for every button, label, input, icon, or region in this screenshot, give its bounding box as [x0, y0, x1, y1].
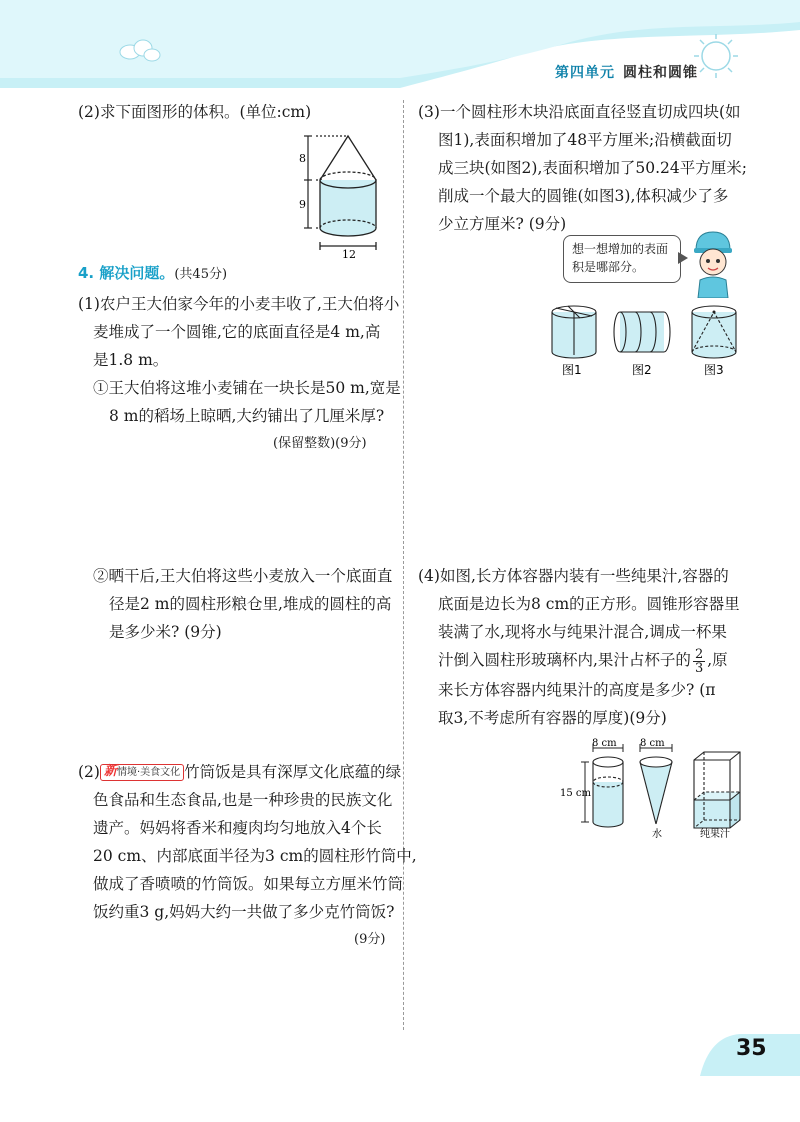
page-number: 35 [736, 1036, 767, 1061]
q4-containers-figure [560, 738, 750, 840]
section4-title: 4. 解决问题。 [78, 264, 175, 282]
water-label: 水 [652, 829, 662, 840]
q2-score: (9分) [354, 932, 386, 947]
q1-part1-line-1: ①王大伯将这堆小麦铺在一块长是50 m,宽是 [93, 379, 401, 397]
q1-part2-line-2: 径是2 m的圆柱形粮仓里,堆成的圆柱的高 [109, 595, 392, 613]
cylinder-glass [593, 757, 623, 827]
hint-line-2: 积是哪部分。 [572, 260, 645, 274]
figure-2-cylinder-sliced [614, 312, 670, 352]
q1-part1-score: (保留整数)(9分) [273, 436, 367, 451]
sun-icon [694, 34, 738, 78]
q4-line-2: 底面是边长为8 cm的正方形。圆锥形容器里 [438, 595, 740, 613]
figure-1-label: 图1 [562, 363, 582, 377]
q4-line-3: 装满了水,现将水与纯果汁混合,调成一杯果 [438, 623, 727, 641]
q4-line-4-pre: 汁倒入圆柱形玻璃杯内,果汁占杯子的 [438, 651, 691, 669]
cone-cylinder-figure [298, 128, 408, 260]
unit-title [555, 62, 698, 82]
scenario-tag: 新情境·美食文化 [100, 764, 184, 781]
q2-line-6: 饭约重3 g,妈妈大约一共做了多少克竹筒饭? [93, 903, 395, 921]
q3-line-5: 少立方厘米? (9分) [438, 215, 567, 233]
juice-label: 纯果汁 [700, 829, 730, 840]
q1-part2-line-1: ②晒干后,王大伯将这些小麦放入一个底面直 [93, 567, 393, 585]
q2-line-3: 遗产。妈妈将香米和瘦肉均匀地放入4个长 [93, 819, 382, 837]
hint-bubble [563, 235, 681, 283]
q3-line-4: 削成一个最大的圆锥(如图3),体积减少了多 [438, 187, 729, 205]
figure-3-label: 图3 [704, 363, 724, 377]
q4-line-1: (4)如图,长方体容器内装有一些纯果汁,容器的 [418, 567, 729, 585]
q2-line-2: 色食品和生态食品,也是一种珍贵的民族文化 [93, 791, 393, 809]
fraction-two-thirds: $\frac{2}{3}$ [694, 646, 704, 676]
section4-points: (共45分) [174, 267, 228, 282]
cylinder-width-label: 8 cm [592, 738, 617, 749]
q2-first-text: 竹筒饭是具有深厚文化底蕴的绿 [184, 763, 402, 781]
q1-part1-line-2: 8 m的稻场上晾晒,大约铺出了几厘米厚? [109, 407, 385, 425]
q4-line-5: 来长方体容器内纯果汁的高度是多少? (π [438, 681, 716, 699]
q4-line-4 [438, 646, 728, 675]
figure-3-cylinder-cone [692, 306, 736, 358]
q2-line-4: 20 cm、内部底面半径为3 cm的圆柱形竹筒中, [93, 847, 417, 865]
cone-container [640, 757, 672, 824]
cone-width-label: 8 cm [640, 738, 665, 749]
q3-line-1: (3)一个圆柱形木块沿底面直径竖直切成四块(如 [418, 103, 741, 121]
unit-number: 第四单元 [555, 65, 615, 81]
q2-number: (2) [78, 763, 100, 781]
height-label: 15 cm [560, 788, 591, 799]
q2-calc-text: (2)求下面图形的体积。(单位:cm) [78, 103, 312, 121]
q3-figures [546, 300, 746, 380]
q2-line-5: 做成了香喷喷的竹筒饭。如果每立方厘米竹筒 [93, 875, 404, 893]
diameter-label: 12 [342, 248, 356, 260]
q1-part2-line-3: 是多少米? (9分) [109, 623, 222, 641]
q4-line-4-post: ,原 [707, 651, 728, 669]
figure-2-label: 图2 [632, 363, 652, 377]
hint-line-1: 想一想增加的表面 [572, 242, 669, 256]
q4-line-6: 取3,不考虑所有容器的厚度)(9分) [438, 709, 667, 727]
cuboid-container [694, 752, 740, 828]
hint-bubble-tail [678, 252, 688, 264]
q1-line-2: 麦堆成了一个圆锥,它的底面直径是4 m,高 [93, 323, 381, 341]
cylinder-height-label: 9 [299, 198, 306, 211]
student-avatar-icon [688, 228, 738, 298]
q1-line-3: 是1.8 m。 [93, 351, 169, 369]
q3-line-2: 图1),表面积增加了48平方厘米;沿横截面切 [438, 131, 732, 149]
q1-line-1: (1)农户王大伯家今年的小麦丰收了,王大伯将小 [78, 295, 400, 313]
cone-height-label: 8 [299, 152, 306, 165]
q3-line-3: 成三块(如图2),表面积增加了50.24平方厘米; [438, 159, 747, 177]
section4-heading [78, 262, 227, 283]
q2-line-1 [78, 758, 401, 786]
unit-subtitle: 圆柱和圆锥 [623, 65, 698, 81]
figure-1-cylinder-quartered [552, 306, 596, 358]
